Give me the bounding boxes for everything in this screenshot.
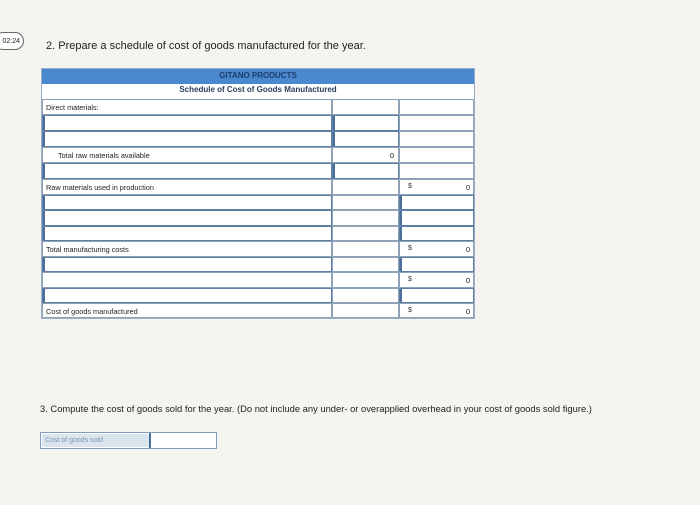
subtotal-label-cell: [42, 272, 332, 288]
cogs-label: Cost of goods sold: [42, 434, 149, 447]
raw-used-value: 0: [465, 183, 470, 192]
raw-used-label: Raw materials used in production: [46, 183, 154, 192]
raw-used-currency: $: [408, 183, 412, 190]
cogm-amount-cell: [332, 303, 399, 318]
overhead-line-2-input[interactable]: [42, 210, 332, 226]
total-mfg-currency: $: [408, 245, 412, 252]
materials-line-1-input[interactable]: [42, 115, 332, 131]
total-raw-amount-cell: [332, 147, 399, 163]
wip-line-1-input[interactable]: [42, 257, 332, 272]
total-mfg-value: 0: [465, 245, 470, 254]
overhead-line-3-amount-cell: [332, 226, 399, 241]
cogm-total-cell: [399, 303, 474, 318]
cogm-currency: $: [408, 307, 412, 314]
total-mfg-label-cell: [42, 241, 332, 257]
materials-line-2-total-cell: [399, 131, 474, 147]
raw-used-label-cell: [42, 179, 332, 195]
overhead-line-3-input[interactable]: [42, 226, 332, 241]
cogm-label: Cost of goods manufactured: [46, 307, 138, 316]
subtotal-value: 0: [465, 276, 470, 285]
materials-line-3-total-cell: [399, 163, 474, 179]
schedule-header: [42, 69, 474, 97]
wip-line-1-total-input[interactable]: [399, 257, 474, 272]
cogm-label-cell: [42, 303, 332, 318]
cogs-input[interactable]: [149, 433, 216, 448]
raw-used-total-cell: [399, 179, 474, 195]
total-raw-value: 0: [389, 151, 394, 160]
total-mfg-label: Total manufacturing costs: [46, 245, 129, 254]
materials-line-2-input[interactable]: [42, 131, 332, 147]
question-3-prompt: 3. Compute the cost of goods sold for the year. (Do not include any under- or overapplied overhead in your cost of goods sold figure.): [40, 403, 592, 414]
cogs-row: [40, 432, 217, 449]
materials-line-3-amount-input[interactable]: [332, 163, 399, 179]
cogm-value: 0: [465, 307, 470, 316]
subtotal-total-cell: [399, 272, 474, 288]
wip-line-2-amount-cell: [332, 288, 399, 303]
overhead-line-1-input[interactable]: [42, 195, 332, 210]
subtotal-currency: $: [408, 276, 412, 283]
subtotal-amount-cell: [332, 272, 399, 288]
schedule-title: Schedule of Cost of Goods Manufactured: [179, 85, 337, 94]
wip-line-2-input[interactable]: [42, 288, 332, 303]
overhead-line-1-total-input[interactable]: [399, 195, 474, 210]
overhead-line-1-amount-cell: [332, 195, 399, 210]
wip-line-2-total-input[interactable]: [399, 288, 474, 303]
wip-line-1-amount-cell: [332, 257, 399, 272]
direct-materials-label: Direct materials:: [46, 103, 99, 112]
materials-line-1-amount-input[interactable]: [332, 115, 399, 131]
question-2-prompt: 2. Prepare a schedule of cost of goods manufactured for the year.: [46, 40, 366, 52]
total-raw-label-cell: [42, 147, 332, 163]
raw-used-amount-cell: [332, 179, 399, 195]
total-mfg-total-cell: [399, 241, 474, 257]
cogm-schedule-table: [41, 68, 475, 319]
total-raw-label: Total raw materials available: [58, 151, 150, 160]
total-raw-total-cell: [399, 147, 474, 163]
direct-materials-amount-cell: [332, 99, 399, 115]
overhead-line-2-amount-cell: [332, 210, 399, 226]
overhead-line-3-total-input[interactable]: [399, 226, 474, 241]
materials-line-2-amount-input[interactable]: [332, 131, 399, 147]
company-name: GITANO PRODUCTS: [219, 71, 297, 80]
total-mfg-amount-cell: [332, 241, 399, 257]
materials-line-3-input[interactable]: [42, 163, 332, 179]
overhead-line-2-total-input[interactable]: [399, 210, 474, 226]
direct-materials-label-cell: [42, 99, 332, 115]
timer-badge: 02:24: [0, 32, 24, 50]
direct-materials-total-cell: [399, 99, 474, 115]
materials-line-1-total-cell: [399, 115, 474, 131]
